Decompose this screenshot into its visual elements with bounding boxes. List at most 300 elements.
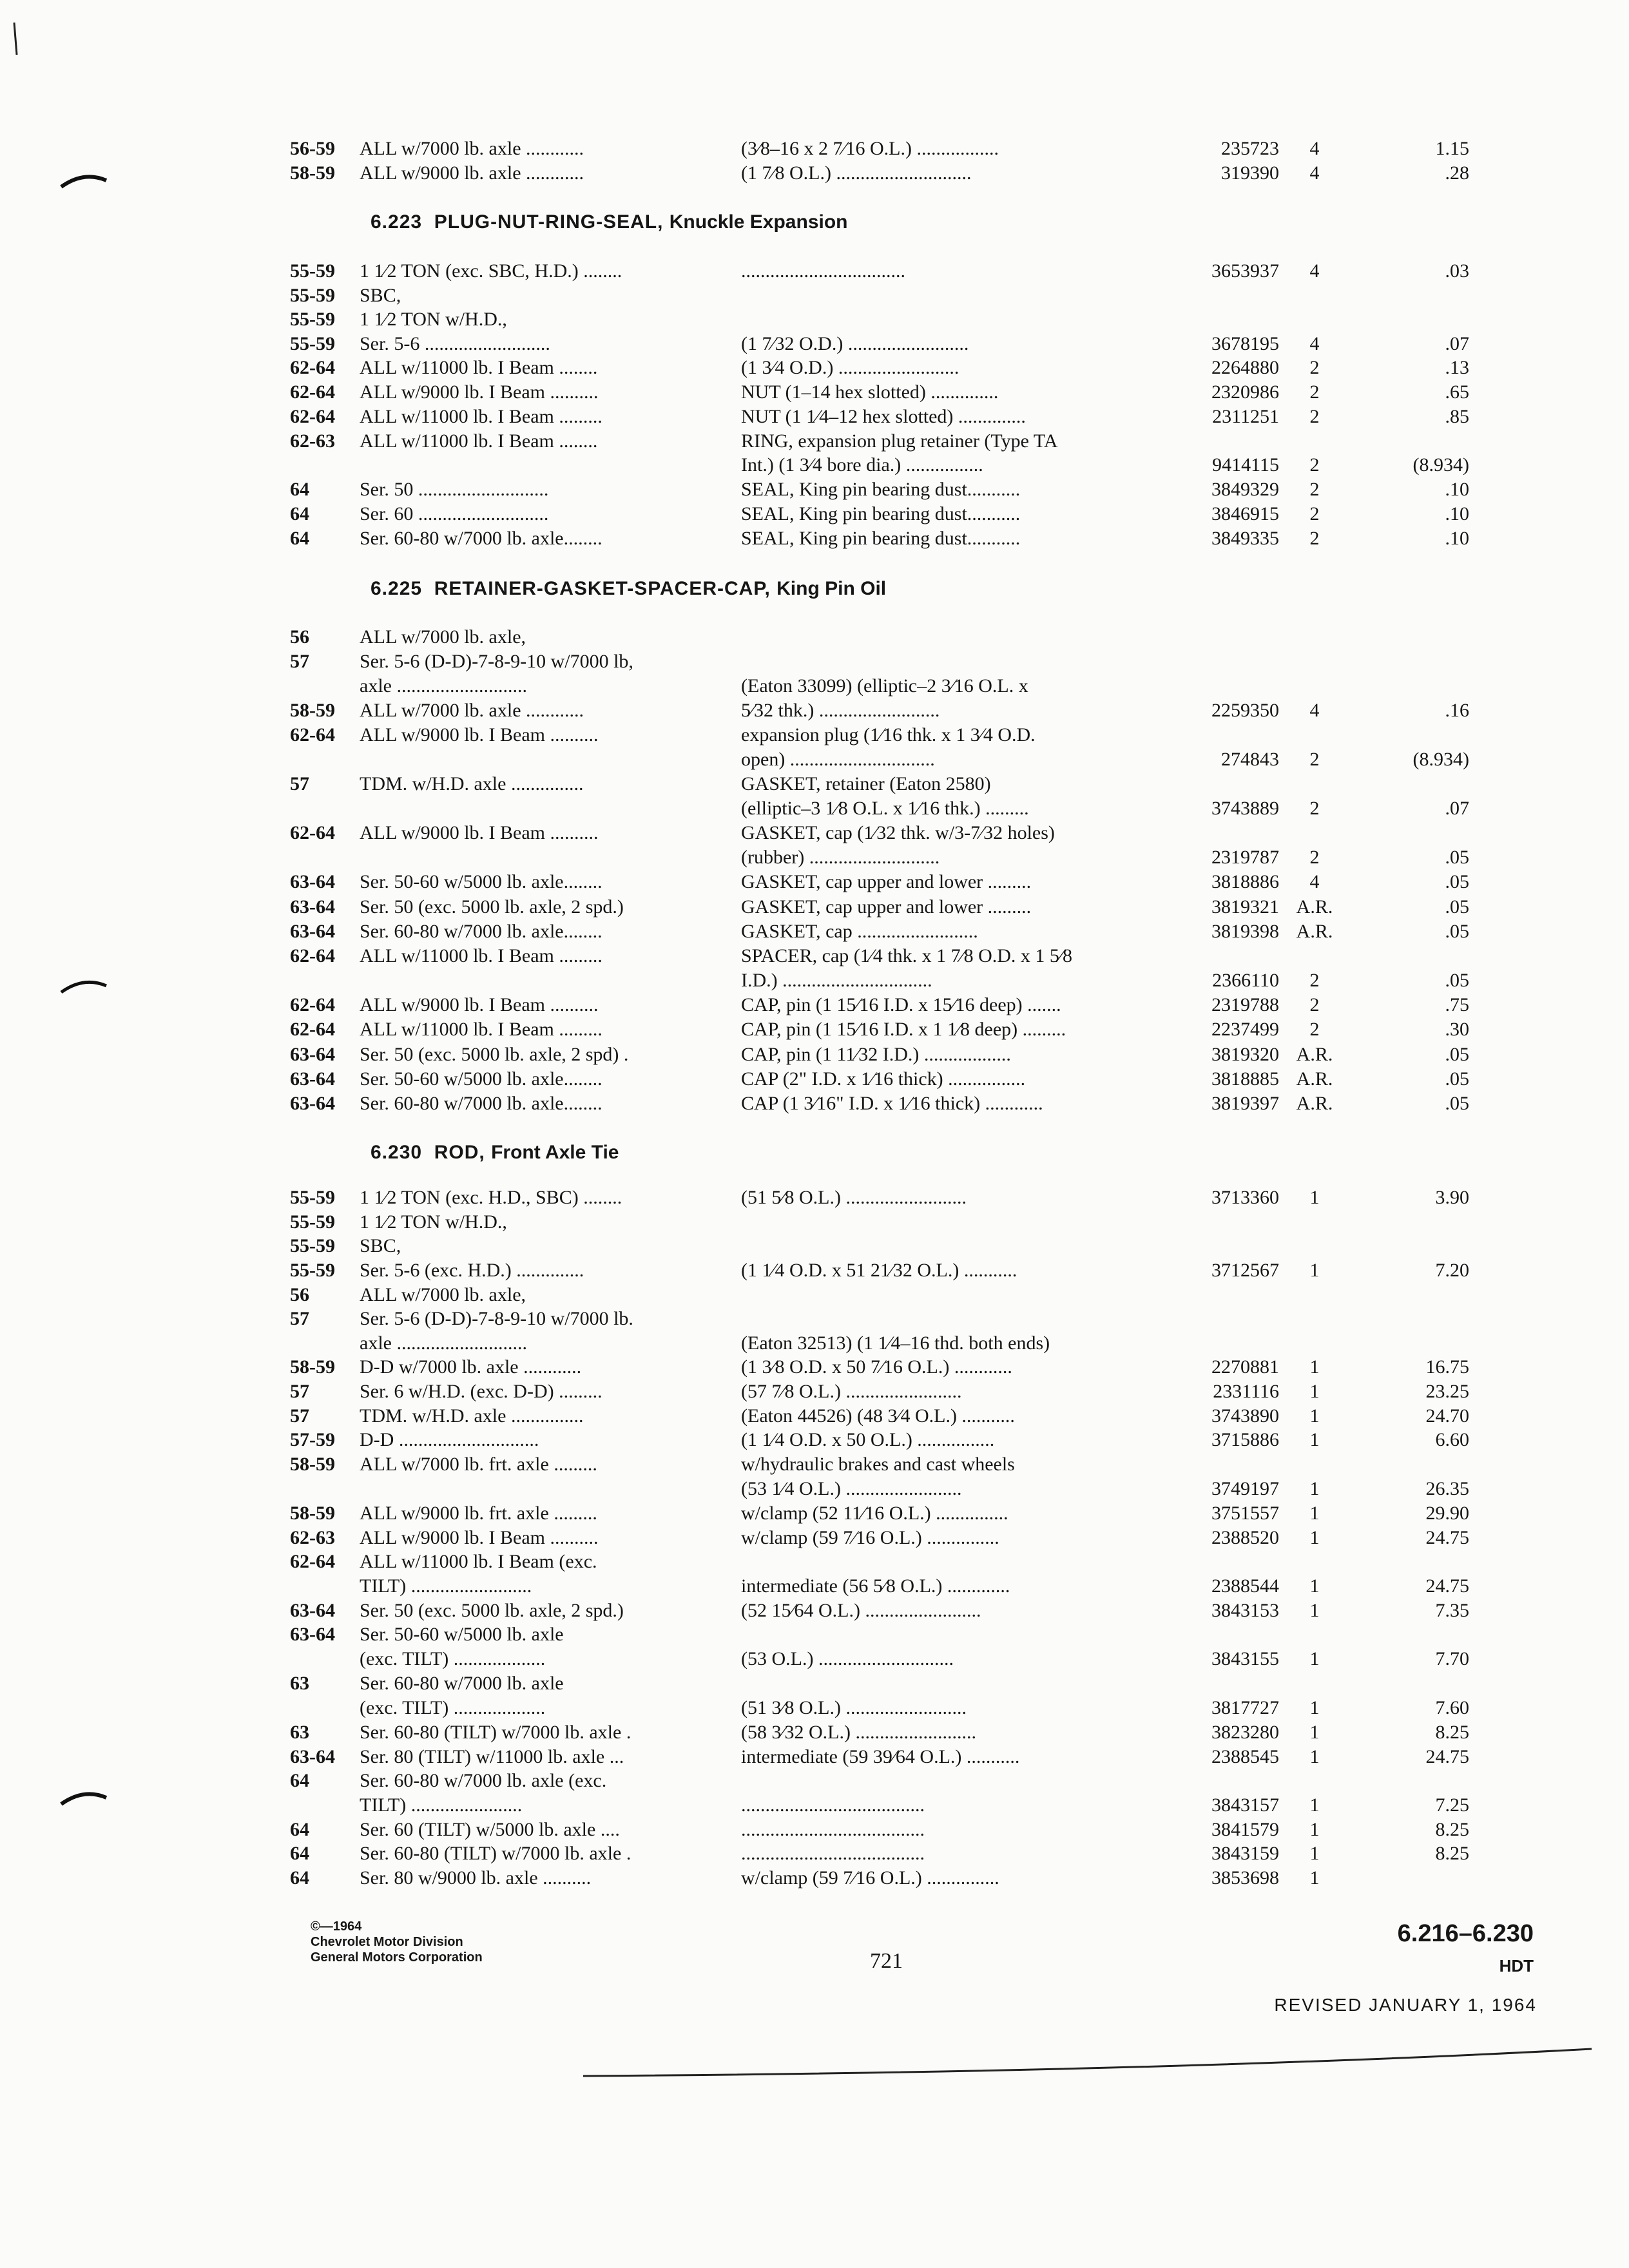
row-description: w/clamp (59 7⁄16 O.L.) ...............	[741, 1527, 999, 1548]
row-quantity: 1	[1309, 1356, 1320, 1378]
row-quantity: 2	[1309, 1019, 1320, 1040]
row-description: NUT (1 1⁄4–12 hex slotted) ..............	[741, 406, 1026, 427]
row-part-number: 3849329	[1211, 479, 1279, 500]
section-heading-6230: 6.230 ROD, Front Axle Tie	[371, 1142, 619, 1163]
row-price: 26.35	[1425, 1478, 1469, 1499]
row-model: ALL w/7000 lb. axle,	[360, 626, 526, 648]
row-model: axle ...........................	[360, 675, 527, 697]
table-row	[0, 1234, 1629, 1258]
table-row	[0, 1671, 1629, 1696]
table-row	[0, 1526, 1629, 1550]
row-quantity: 1	[1309, 1722, 1320, 1743]
row-price: 7.70	[1435, 1648, 1469, 1669]
table-row	[0, 944, 1629, 968]
row-description: GASKET, retainer (Eaton 2580)	[741, 773, 991, 794]
row-price: 24.70	[1425, 1405, 1469, 1427]
row-year: 55-59	[290, 309, 335, 330]
table-row	[0, 1355, 1629, 1379]
row-description: (1 1⁄4 O.D. x 51 21⁄32 O.L.) ...........	[741, 1260, 1017, 1281]
table-row	[0, 845, 1629, 870]
row-description: CAP, pin (1 15⁄16 I.D. x 15⁄16 deep) .......	[741, 994, 1061, 1015]
bottom-edge-line	[580, 2030, 1598, 2081]
table-row	[0, 821, 1629, 845]
row-part-number: 3823280	[1211, 1722, 1279, 1743]
table-row	[0, 1550, 1629, 1574]
row-quantity: 2	[1309, 381, 1320, 403]
table-row	[0, 1017, 1629, 1042]
row-model: Ser. 60-80 (TILT) w/7000 lb. axle .	[360, 1722, 631, 1743]
table-row	[0, 1186, 1629, 1210]
row-quantity: 1	[1309, 1478, 1320, 1499]
row-price: 3.90	[1435, 1187, 1469, 1208]
row-model: 1 1⁄2 TON (exc. H.D., SBC) ........	[360, 1187, 622, 1208]
table-row	[0, 747, 1629, 772]
table-row	[0, 1331, 1629, 1356]
table-row	[0, 477, 1629, 502]
row-quantity: 1	[1309, 1648, 1320, 1669]
row-year: 63-64	[290, 1093, 335, 1114]
row-year: 62-64	[290, 381, 335, 403]
row-description: (57 7⁄8 O.L.) ........................	[741, 1381, 962, 1402]
row-model: 1 1⁄2 TON (exc. SBC, H.D.) ........	[360, 260, 622, 282]
row-description: (58 3⁄32 O.L.) .........................	[741, 1722, 976, 1743]
row-price: .07	[1445, 333, 1469, 354]
row-model: Ser. 50 ...........................	[360, 479, 549, 500]
row-model: Ser. 60-80 (TILT) w/7000 lb. axle .	[360, 1843, 631, 1864]
table-row	[0, 1091, 1629, 1116]
revision-date: REVISED JANUARY 1, 1964	[1274, 1995, 1537, 2015]
row-quantity: 1	[1309, 1746, 1320, 1767]
row-year: 64	[290, 1843, 309, 1864]
row-part-number: 3819321	[1211, 896, 1279, 918]
row-model: ALL w/9000 lb. axle ............	[360, 162, 584, 184]
row-description: SPACER, cap (1⁄4 thk. x 1 7⁄8 O.D. x 1 5⁄8	[741, 945, 1072, 966]
section-heading-6225: 6.225 RETAINER-GASKET-SPACER-CAP, King Pin Oil	[371, 578, 887, 599]
row-year: 63-64	[290, 1746, 335, 1767]
row-year: 57-59	[290, 1429, 335, 1450]
row-model: ALL w/7000 lb. axle ............	[360, 138, 584, 159]
row-model: ALL w/9000 lb. frt. axle .........	[360, 1503, 597, 1524]
row-price: 24.75	[1425, 1746, 1469, 1767]
row-year: 63	[290, 1673, 309, 1694]
row-year: 62-64	[290, 1551, 335, 1572]
row-part-number: 2311251	[1212, 406, 1279, 427]
row-part-number: 2259350	[1211, 700, 1279, 721]
row-quantity: 4	[1309, 138, 1320, 159]
row-year: 64	[290, 503, 309, 524]
row-model: SBC,	[360, 285, 401, 306]
table-row	[0, 772, 1629, 796]
row-part-number: 3743889	[1211, 798, 1279, 819]
row-part-number: 2320986	[1211, 381, 1279, 403]
row-part-number: 3846915	[1211, 503, 1279, 524]
row-model: Ser. 60-80 w/7000 lb. axle	[360, 1673, 564, 1694]
row-quantity: A.R.	[1296, 1093, 1333, 1114]
row-part-number: 3843153	[1211, 1600, 1279, 1621]
row-price: .13	[1445, 357, 1469, 378]
row-description: SEAL, King pin bearing dust...........	[741, 503, 1021, 524]
row-model: D-D .............................	[360, 1429, 539, 1450]
table-row	[0, 1428, 1629, 1452]
row-quantity: 1	[1309, 1260, 1320, 1281]
table-row	[0, 1452, 1629, 1477]
row-model: ALL w/9000 lb. I Beam ..........	[360, 822, 599, 843]
row-price: .75	[1445, 994, 1469, 1015]
row-model: 1 1⁄2 TON w/H.D.,	[360, 309, 507, 330]
row-quantity: 2	[1309, 847, 1320, 868]
row-quantity: 1	[1309, 1381, 1320, 1402]
row-model: Ser. 60-80 w/7000 lb. axle........	[360, 1093, 602, 1114]
row-year: 63-64	[290, 871, 335, 892]
row-model: (exc. TILT) ...................	[360, 1648, 546, 1669]
row-year: 63-64	[290, 1068, 335, 1090]
table-row	[0, 870, 1629, 894]
row-price: .05	[1445, 970, 1469, 991]
row-description: (rubber) ...........................	[741, 847, 940, 868]
table-row	[0, 1574, 1629, 1599]
row-model: TDM. w/H.D. axle ...............	[360, 1405, 584, 1427]
table-row	[0, 405, 1629, 429]
row-description: (1 3⁄8 O.D. x 50 7⁄16 O.L.) ............	[741, 1356, 1012, 1378]
row-model: ALL w/9000 lb. I Beam ..........	[360, 381, 599, 403]
row-price: 29.90	[1425, 1503, 1469, 1524]
row-model: D-D w/7000 lb. axle ............	[360, 1356, 582, 1378]
row-part-number: 3713360	[1211, 1187, 1279, 1208]
row-year: 57	[290, 1381, 309, 1402]
row-quantity: 2	[1309, 528, 1320, 549]
row-year: 64	[290, 1770, 309, 1791]
row-quantity: 1	[1309, 1527, 1320, 1548]
row-price: (8.934)	[1412, 749, 1469, 770]
table-row	[0, 895, 1629, 919]
row-model: (exc. TILT) ...................	[360, 1697, 546, 1718]
row-description: (3⁄8–16 x 2 7⁄16 O.L.) .................	[741, 138, 999, 159]
row-part-number: 2264880	[1211, 357, 1279, 378]
row-year: 57	[290, 1308, 309, 1329]
table-row	[0, 307, 1629, 332]
row-part-number: 319390	[1221, 162, 1279, 184]
row-part-number: 2319788	[1211, 994, 1279, 1015]
row-year: 63-64	[290, 1044, 335, 1065]
table-row	[0, 1404, 1629, 1428]
table-row	[0, 1599, 1629, 1623]
row-model: TILT) .......................	[360, 1794, 523, 1816]
row-model: ALL w/7000 lb. axle,	[360, 1284, 526, 1305]
row-model: ALL w/11000 lb. I Beam (exc.	[360, 1551, 597, 1572]
table-row	[0, 1210, 1629, 1235]
table-row	[0, 993, 1629, 1017]
row-quantity: 2	[1309, 798, 1320, 819]
row-description: CAP (1 3⁄16" I.D. x 1⁄16 thick) ............	[741, 1093, 1043, 1114]
copyright-block	[311, 1919, 483, 1965]
row-year: 58-59	[290, 162, 335, 184]
row-model: axle ...........................	[360, 1332, 527, 1354]
table-row	[0, 526, 1629, 551]
row-year: 55-59	[290, 285, 335, 306]
row-price: 23.25	[1425, 1381, 1469, 1402]
row-price: 8.25	[1435, 1819, 1469, 1840]
table-row	[0, 332, 1629, 356]
row-description: (1 3⁄4 O.D.) .........................	[741, 357, 959, 378]
row-year: 58-59	[290, 1356, 335, 1378]
row-part-number: 2388545	[1211, 1746, 1279, 1767]
manual-code: HDT	[1499, 1956, 1534, 1975]
row-year: 57	[290, 1405, 309, 1427]
row-price: .30	[1445, 1019, 1469, 1040]
row-part-number: 3818886	[1211, 871, 1279, 892]
row-part-number: 2319787	[1211, 847, 1279, 868]
corporation-name: General Motors Corporation	[311, 1950, 483, 1965]
row-price: .05	[1445, 1093, 1469, 1114]
table-row	[0, 137, 1629, 161]
copyright-year: ©—1964	[311, 1919, 362, 1934]
row-description: (Eaton 32513) (1 1⁄4–16 thd. both ends)	[741, 1332, 1050, 1354]
row-price: 8.25	[1435, 1843, 1469, 1864]
table-row	[0, 1307, 1629, 1331]
row-price: .10	[1445, 503, 1469, 524]
row-year: 58-59	[290, 1454, 335, 1475]
row-year: 57	[290, 773, 309, 794]
row-model: Ser. 60 ...........................	[360, 503, 549, 524]
row-part-number: 3743890	[1211, 1405, 1279, 1427]
row-part-number: 9414115	[1212, 454, 1279, 476]
row-price: .16	[1445, 700, 1469, 721]
row-description: intermediate (56 5⁄8 O.L.) .............	[741, 1575, 1010, 1597]
table-row	[0, 1379, 1629, 1404]
row-price: .65	[1445, 381, 1469, 403]
row-quantity: 1	[1309, 1429, 1320, 1450]
row-quantity: 1	[1309, 1794, 1320, 1816]
row-quantity: 2	[1309, 749, 1320, 770]
row-description: CAP, pin (1 11⁄32 I.D.) ..................	[741, 1044, 1011, 1065]
row-year: 56	[290, 626, 309, 648]
row-price: .85	[1445, 406, 1469, 427]
row-model: ALL w/11000 lb. I Beam ........	[360, 430, 598, 452]
row-price: .05	[1445, 847, 1469, 868]
row-description: ......................................	[741, 1819, 925, 1840]
table-row	[0, 380, 1629, 405]
row-part-number: 3818885	[1211, 1068, 1279, 1090]
row-model: ALL w/9000 lb. I Beam ..........	[360, 1527, 599, 1548]
division-name: Chevrolet Motor Division	[311, 1935, 463, 1949]
row-year: 62-64	[290, 357, 335, 378]
row-description: GASKET, cap (1⁄32 thk. w/3-7⁄32 holes)	[741, 822, 1055, 843]
table-row	[0, 1745, 1629, 1769]
row-part-number: 3653937	[1211, 260, 1279, 282]
row-description: (53 1⁄4 O.L.) ........................	[741, 1478, 962, 1499]
row-part-number: 2331116	[1213, 1381, 1279, 1402]
row-quantity: 1	[1309, 1867, 1320, 1888]
table-row	[0, 284, 1629, 308]
row-year: 64	[290, 1867, 309, 1888]
row-model: Ser. 80 (TILT) w/11000 lb. axle ...	[360, 1746, 624, 1767]
row-description: NUT (1–14 hex slotted) ..............	[741, 381, 999, 403]
row-year: 62-64	[290, 724, 335, 745]
row-description: CAP (2" I.D. x 1⁄16 thick) ................	[741, 1068, 1026, 1090]
row-year: 55-59	[290, 333, 335, 354]
table-row	[0, 453, 1629, 477]
row-model: ALL w/7000 lb. frt. axle .........	[360, 1454, 597, 1475]
row-quantity: 4	[1309, 333, 1320, 354]
row-model: ALL w/11000 lb. I Beam ........	[360, 357, 598, 378]
table-row	[0, 259, 1629, 284]
row-year: 56	[290, 1284, 309, 1305]
row-description: ..................................	[741, 260, 905, 282]
row-description: Int.) (1 3⁄4 bore dia.) ................	[741, 454, 983, 476]
row-part-number: 3749197	[1211, 1478, 1279, 1499]
row-description: (Eaton 33099) (elliptic–2 3⁄16 O.L. x	[741, 675, 1028, 697]
row-price: .28	[1445, 162, 1469, 184]
row-description: GASKET, cap upper and lower .........	[741, 871, 1032, 892]
row-part-number: 274843	[1221, 749, 1279, 770]
row-part-number: 3843155	[1211, 1648, 1279, 1669]
row-model: ALL w/11000 lb. I Beam .........	[360, 945, 602, 966]
row-model: Ser. 50-60 w/5000 lb. axle........	[360, 1068, 602, 1090]
table-row	[0, 1720, 1629, 1745]
row-model: Ser. 50 (exc. 5000 lb. axle, 2 spd) .	[360, 1044, 629, 1065]
row-model: Ser. 50-60 w/5000 lb. axle........	[360, 871, 602, 892]
row-price: 6.60	[1435, 1429, 1469, 1450]
row-quantity: 1	[1309, 1575, 1320, 1597]
row-model: Ser. 5-6 ..........................	[360, 333, 550, 354]
margin-mark-top	[9, 19, 28, 58]
row-year: 63-64	[290, 921, 335, 942]
row-part-number: 3853698	[1211, 1867, 1279, 1888]
row-price: .10	[1445, 528, 1469, 549]
row-part-number: 3819398	[1211, 921, 1279, 942]
table-row	[0, 1818, 1629, 1842]
row-quantity: 4	[1309, 700, 1320, 721]
row-description: 5⁄32 thk.) .........................	[741, 700, 940, 721]
section-heading-6223: 6.223 PLUG-NUT-RING-SEAL, Knuckle Expansion	[371, 211, 848, 233]
row-model: Ser. 5-6 (D-D)-7-8-9-10 w/7000 lb.	[360, 1308, 633, 1329]
table-row	[0, 1841, 1629, 1866]
row-description: expansion plug (1⁄16 thk. x 1 3⁄4 O.D.	[741, 724, 1036, 745]
row-part-number: 2270881	[1211, 1356, 1279, 1378]
row-year: 62-64	[290, 945, 335, 966]
row-part-number: 3712567	[1211, 1260, 1279, 1281]
row-price: .07	[1445, 798, 1469, 819]
row-model: Ser. 60-80 w/7000 lb. axle (exc.	[360, 1770, 607, 1791]
row-description: w/clamp (59 7⁄16 O.L.) ...............	[741, 1867, 999, 1888]
row-year: 64	[290, 528, 309, 549]
row-year: 62-64	[290, 994, 335, 1015]
row-quantity: 1	[1309, 1697, 1320, 1718]
row-part-number: 235723	[1221, 138, 1279, 159]
row-description: w/hydraulic brakes and cast wheels	[741, 1454, 1015, 1475]
row-model: TILT) .........................	[360, 1575, 532, 1597]
table-row	[0, 698, 1629, 723]
row-model: ALL w/11000 lb. I Beam .........	[360, 1019, 602, 1040]
row-description: w/clamp (52 11⁄16 O.L.) ...............	[741, 1503, 1008, 1524]
row-year: 62-64	[290, 822, 335, 843]
table-row	[0, 968, 1629, 993]
table-row	[0, 1866, 1629, 1890]
row-year: 57	[290, 651, 309, 672]
row-model: Ser. 60-80 w/7000 lb. axle........	[360, 528, 602, 549]
row-year: 62-64	[290, 406, 335, 427]
row-model: Ser. 80 w/9000 lb. axle ..........	[360, 1867, 592, 1888]
row-model: SBC,	[360, 1235, 401, 1256]
table-row	[0, 1793, 1629, 1818]
row-part-number: 3843157	[1211, 1794, 1279, 1816]
row-description: (51 3⁄8 O.L.) .........................	[741, 1697, 967, 1718]
row-year: 63-64	[290, 1600, 335, 1621]
section-range: 6.216–6.230	[1397, 1920, 1534, 1947]
row-year: 63	[290, 1722, 309, 1743]
row-part-number: 3817727	[1211, 1697, 1279, 1718]
row-price: .05	[1445, 921, 1469, 942]
row-quantity: 1	[1309, 1843, 1320, 1864]
row-quantity: 2	[1309, 406, 1320, 427]
row-description: (elliptic–3 1⁄8 O.L. x 1⁄16 thk.) .........	[741, 798, 1029, 819]
row-price: 16.75	[1425, 1356, 1469, 1378]
row-part-number: 3843159	[1211, 1843, 1279, 1864]
row-quantity: 2	[1309, 970, 1320, 991]
row-description: SEAL, King pin bearing dust...........	[741, 479, 1021, 500]
row-description: (1 7⁄32 O.D.) .........................	[741, 333, 969, 354]
row-description: GASKET, cap upper and lower .........	[741, 896, 1032, 918]
row-quantity: 4	[1309, 162, 1320, 184]
row-year: 63-64	[290, 1624, 335, 1645]
row-quantity: 2	[1309, 454, 1320, 476]
table-row	[0, 625, 1629, 649]
row-quantity: 2	[1309, 503, 1320, 524]
row-model: TDM. w/H.D. axle ...............	[360, 773, 584, 794]
row-price: 24.75	[1425, 1575, 1469, 1597]
row-description: intermediate (59 39⁄64 O.L.) ...........	[741, 1746, 1020, 1767]
table-row	[0, 796, 1629, 821]
row-model: Ser. 50-60 w/5000 lb. axle	[360, 1624, 564, 1645]
row-year: 58-59	[290, 1503, 335, 1524]
row-description: I.D.) ...............................	[741, 970, 932, 991]
row-part-number: 3678195	[1211, 333, 1279, 354]
row-quantity: 1	[1309, 1187, 1320, 1208]
row-quantity: A.R.	[1296, 1044, 1333, 1065]
row-model: Ser. 6 w/H.D. (exc. D-D) .........	[360, 1381, 602, 1402]
row-year: 64	[290, 479, 309, 500]
row-price: 1.15	[1435, 138, 1469, 159]
row-quantity: 2	[1309, 994, 1320, 1015]
row-description: (Eaton 44526) (48 3⁄4 O.L.) ...........	[741, 1405, 1015, 1427]
row-price: (8.934)	[1412, 454, 1469, 476]
row-price: .05	[1445, 871, 1469, 892]
row-part-number: 3841579	[1211, 1819, 1279, 1840]
row-price: 7.25	[1435, 1794, 1469, 1816]
table-row	[0, 1477, 1629, 1501]
row-quantity: 2	[1309, 479, 1320, 500]
row-price: .10	[1445, 479, 1469, 500]
row-description: (1 7⁄8 O.L.) ............................	[741, 162, 972, 184]
table-row	[0, 723, 1629, 747]
table-row	[0, 1501, 1629, 1526]
row-description: ......................................	[741, 1794, 925, 1816]
row-model: ALL w/9000 lb. I Beam ..........	[360, 724, 599, 745]
page-number: 721	[870, 1949, 903, 1973]
row-quantity: A.R.	[1296, 896, 1333, 918]
row-year: 62-63	[290, 430, 335, 452]
row-model: Ser. 60-80 w/7000 lb. axle........	[360, 921, 602, 942]
row-model: Ser. 5-6 (D-D)-7-8-9-10 w/7000 lb,	[360, 651, 633, 672]
row-year: 64	[290, 1819, 309, 1840]
row-quantity: 4	[1309, 260, 1320, 282]
table-row	[0, 674, 1629, 698]
row-price: .05	[1445, 1068, 1469, 1090]
row-price: 7.20	[1435, 1260, 1469, 1281]
row-model: ALL w/9000 lb. I Beam ..........	[360, 994, 599, 1015]
row-model: ALL w/7000 lb. axle ............	[360, 700, 584, 721]
row-quantity: 1	[1309, 1819, 1320, 1840]
